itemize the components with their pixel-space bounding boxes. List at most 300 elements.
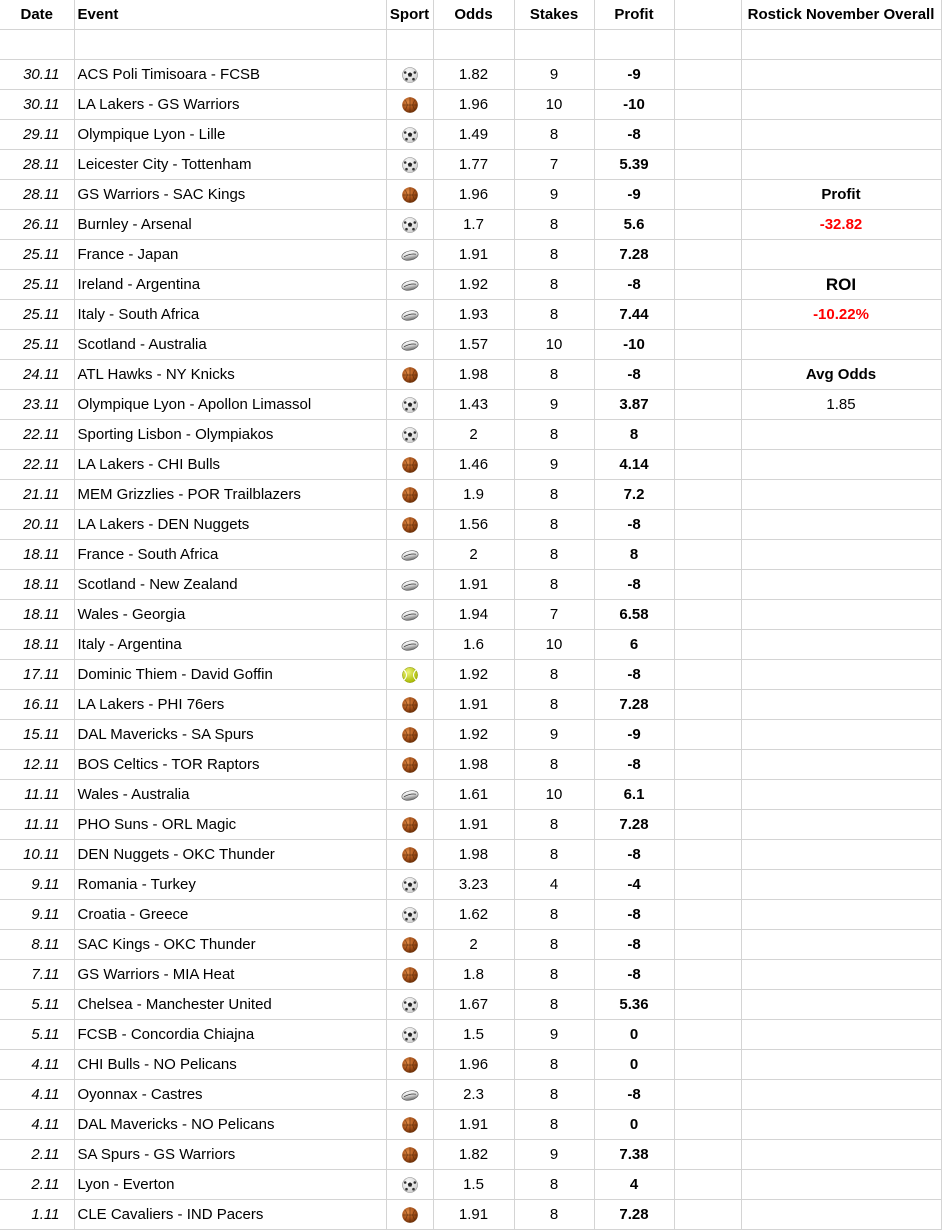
- event-cell[interactable]: France - South Africa: [74, 540, 386, 570]
- empty-cell[interactable]: [674, 840, 741, 870]
- odds-cell[interactable]: 1.94: [433, 600, 514, 630]
- odds-cell[interactable]: 1.92: [433, 660, 514, 690]
- profit-cell[interactable]: -8: [594, 510, 674, 540]
- empty-cell[interactable]: [433, 30, 514, 60]
- empty-cell[interactable]: [741, 480, 941, 510]
- stakes-cell[interactable]: 8: [514, 210, 594, 240]
- odds-cell[interactable]: 1.6: [433, 630, 514, 660]
- stakes-cell[interactable]: 8: [514, 360, 594, 390]
- profit-cell[interactable]: -8: [594, 840, 674, 870]
- empty-cell[interactable]: [674, 750, 741, 780]
- empty-cell[interactable]: [674, 1110, 741, 1140]
- odds-cell[interactable]: 1.92: [433, 720, 514, 750]
- profit-cell[interactable]: 7.44: [594, 300, 674, 330]
- empty-cell[interactable]: [741, 930, 941, 960]
- odds-cell[interactable]: 1.98: [433, 750, 514, 780]
- date-cell[interactable]: 30.11: [0, 90, 74, 120]
- profit-cell[interactable]: 0: [594, 1110, 674, 1140]
- profit-cell[interactable]: 4: [594, 1170, 674, 1200]
- empty-cell[interactable]: [741, 420, 941, 450]
- event-cell[interactable]: LA Lakers - GS Warriors: [74, 90, 386, 120]
- stakes-cell[interactable]: 10: [514, 330, 594, 360]
- event-cell[interactable]: CLE Cavaliers - IND Pacers: [74, 1200, 386, 1230]
- header-sport[interactable]: Sport: [386, 0, 433, 30]
- sport-cell[interactable]: [386, 870, 433, 900]
- sport-cell[interactable]: [386, 90, 433, 120]
- empty-cell[interactable]: [674, 1050, 741, 1080]
- empty-cell[interactable]: [741, 30, 941, 60]
- date-cell[interactable]: 23.11: [0, 390, 74, 420]
- profit-cell[interactable]: -8: [594, 570, 674, 600]
- date-cell[interactable]: 20.11: [0, 510, 74, 540]
- empty-cell[interactable]: [674, 690, 741, 720]
- profit-cell[interactable]: 6: [594, 630, 674, 660]
- profit-cell[interactable]: 7.28: [594, 1200, 674, 1230]
- sport-cell[interactable]: [386, 150, 433, 180]
- empty-cell[interactable]: [674, 720, 741, 750]
- empty-cell[interactable]: [674, 240, 741, 270]
- odds-cell[interactable]: 2.3: [433, 1080, 514, 1110]
- date-cell[interactable]: 30.11: [0, 60, 74, 90]
- empty-cell[interactable]: [386, 30, 433, 60]
- date-cell[interactable]: 11.11: [0, 780, 74, 810]
- profit-cell[interactable]: 0: [594, 1050, 674, 1080]
- event-cell[interactable]: BOS Celtics - TOR Raptors: [74, 750, 386, 780]
- date-cell[interactable]: 4.11: [0, 1110, 74, 1140]
- empty-cell[interactable]: [741, 810, 941, 840]
- empty-cell[interactable]: [674, 780, 741, 810]
- event-cell[interactable]: Scotland - New Zealand: [74, 570, 386, 600]
- odds-cell[interactable]: 1.57: [433, 330, 514, 360]
- event-cell[interactable]: GS Warriors - SAC Kings: [74, 180, 386, 210]
- odds-cell[interactable]: 1.7: [433, 210, 514, 240]
- stakes-cell[interactable]: 9: [514, 1020, 594, 1050]
- sport-cell[interactable]: [386, 690, 433, 720]
- date-cell[interactable]: 28.11: [0, 180, 74, 210]
- stakes-cell[interactable]: 8: [514, 900, 594, 930]
- empty-cell[interactable]: [741, 1170, 941, 1200]
- date-cell[interactable]: 22.11: [0, 420, 74, 450]
- empty-cell[interactable]: [674, 1020, 741, 1050]
- empty-cell[interactable]: [741, 150, 941, 180]
- sport-cell[interactable]: [386, 900, 433, 930]
- stakes-cell[interactable]: 9: [514, 180, 594, 210]
- panel-title[interactable]: Rostick November Overall: [741, 0, 941, 30]
- date-cell[interactable]: 5.11: [0, 1020, 74, 1050]
- event-cell[interactable]: Wales - Australia: [74, 780, 386, 810]
- empty-cell[interactable]: [674, 510, 741, 540]
- event-cell[interactable]: Chelsea - Manchester United: [74, 990, 386, 1020]
- sport-cell[interactable]: [386, 1200, 433, 1230]
- event-cell[interactable]: Leicester City - Tottenham: [74, 150, 386, 180]
- profit-cell[interactable]: 3.87: [594, 390, 674, 420]
- empty-cell[interactable]: [741, 690, 941, 720]
- stakes-cell[interactable]: 9: [514, 720, 594, 750]
- date-cell[interactable]: 18.11: [0, 570, 74, 600]
- profit-cell[interactable]: -8: [594, 120, 674, 150]
- empty-cell[interactable]: [741, 750, 941, 780]
- empty-cell[interactable]: [741, 870, 941, 900]
- sport-cell[interactable]: [386, 540, 433, 570]
- empty-cell[interactable]: [674, 900, 741, 930]
- odds-cell[interactable]: 1.91: [433, 690, 514, 720]
- empty-cell[interactable]: [741, 1020, 941, 1050]
- profit-cell[interactable]: 8: [594, 420, 674, 450]
- odds-cell[interactable]: 1.9: [433, 480, 514, 510]
- stakes-cell[interactable]: 8: [514, 750, 594, 780]
- date-cell[interactable]: 26.11: [0, 210, 74, 240]
- date-cell[interactable]: 16.11: [0, 690, 74, 720]
- stakes-cell[interactable]: 8: [514, 810, 594, 840]
- stakes-cell[interactable]: 8: [514, 1110, 594, 1140]
- odds-cell[interactable]: 1.43: [433, 390, 514, 420]
- empty-cell[interactable]: [674, 450, 741, 480]
- sport-cell[interactable]: [386, 780, 433, 810]
- header-profit[interactable]: Profit: [594, 0, 674, 30]
- profit-cell[interactable]: -10: [594, 90, 674, 120]
- odds-cell[interactable]: 1.8: [433, 960, 514, 990]
- profit-cell[interactable]: 4.14: [594, 450, 674, 480]
- odds-cell[interactable]: 1.62: [433, 900, 514, 930]
- event-cell[interactable]: Ireland - Argentina: [74, 270, 386, 300]
- odds-cell[interactable]: 1.91: [433, 810, 514, 840]
- empty-cell[interactable]: [674, 60, 741, 90]
- empty-cell[interactable]: [741, 600, 941, 630]
- date-cell[interactable]: 24.11: [0, 360, 74, 390]
- date-cell[interactable]: 22.11: [0, 450, 74, 480]
- empty-cell[interactable]: [674, 1080, 741, 1110]
- empty-cell[interactable]: [741, 90, 941, 120]
- profit-cell[interactable]: -8: [594, 930, 674, 960]
- profit-cell[interactable]: -8: [594, 1080, 674, 1110]
- sport-cell[interactable]: [386, 750, 433, 780]
- empty-cell[interactable]: [674, 810, 741, 840]
- odds-cell[interactable]: 1.92: [433, 270, 514, 300]
- empty-cell[interactable]: [741, 1110, 941, 1140]
- sport-cell[interactable]: [386, 1020, 433, 1050]
- stakes-cell[interactable]: 8: [514, 690, 594, 720]
- odds-cell[interactable]: 1.5: [433, 1020, 514, 1050]
- header-odds[interactable]: Odds: [433, 0, 514, 30]
- sport-cell[interactable]: [386, 600, 433, 630]
- stakes-cell[interactable]: 9: [514, 390, 594, 420]
- sport-cell[interactable]: [386, 420, 433, 450]
- empty-cell[interactable]: [674, 1200, 741, 1230]
- event-cell[interactable]: GS Warriors - MIA Heat: [74, 960, 386, 990]
- profit-cell[interactable]: 7.28: [594, 240, 674, 270]
- event-cell[interactable]: Sporting Lisbon - Olympiakos: [74, 420, 386, 450]
- profit-cell[interactable]: 7.38: [594, 1140, 674, 1170]
- event-cell[interactable]: Wales - Georgia: [74, 600, 386, 630]
- profit-cell[interactable]: -4: [594, 870, 674, 900]
- empty-cell[interactable]: [741, 720, 941, 750]
- odds-cell[interactable]: 1.96: [433, 90, 514, 120]
- event-cell[interactable]: Olympique Lyon - Lille: [74, 120, 386, 150]
- empty-cell[interactable]: [741, 240, 941, 270]
- profit-cell[interactable]: 5.39: [594, 150, 674, 180]
- odds-cell[interactable]: 1.96: [433, 1050, 514, 1080]
- date-cell[interactable]: 17.11: [0, 660, 74, 690]
- event-cell[interactable]: CHI Bulls - NO Pelicans: [74, 1050, 386, 1080]
- profit-cell[interactable]: -9: [594, 720, 674, 750]
- sport-cell[interactable]: [386, 360, 433, 390]
- empty-cell[interactable]: [674, 180, 741, 210]
- empty-cell[interactable]: [741, 1200, 941, 1230]
- stakes-cell[interactable]: 9: [514, 1140, 594, 1170]
- odds-cell[interactable]: 1.82: [433, 1140, 514, 1170]
- empty-cell[interactable]: [74, 30, 386, 60]
- date-cell[interactable]: 12.11: [0, 750, 74, 780]
- date-cell[interactable]: 10.11: [0, 840, 74, 870]
- date-cell[interactable]: 18.11: [0, 540, 74, 570]
- stakes-cell[interactable]: 8: [514, 1050, 594, 1080]
- stakes-cell[interactable]: 10: [514, 630, 594, 660]
- stakes-cell[interactable]: 8: [514, 540, 594, 570]
- empty-cell[interactable]: [741, 1140, 941, 1170]
- date-cell[interactable]: 9.11: [0, 870, 74, 900]
- profit-cell[interactable]: -8: [594, 360, 674, 390]
- empty-cell[interactable]: [741, 120, 941, 150]
- event-cell[interactable]: Dominic Thiem - David Goffin: [74, 660, 386, 690]
- summary-cell[interactable]: [741, 270, 941, 300]
- date-cell[interactable]: 9.11: [0, 900, 74, 930]
- profit-cell[interactable]: 8: [594, 540, 674, 570]
- empty-cell[interactable]: [741, 60, 941, 90]
- sport-cell[interactable]: [386, 660, 433, 690]
- event-cell[interactable]: LA Lakers - DEN Nuggets: [74, 510, 386, 540]
- empty-cell[interactable]: [0, 30, 74, 60]
- date-cell[interactable]: 11.11: [0, 810, 74, 840]
- summary-cell[interactable]: [741, 390, 941, 420]
- sport-cell[interactable]: [386, 60, 433, 90]
- stakes-cell[interactable]: 8: [514, 840, 594, 870]
- empty-cell[interactable]: [674, 120, 741, 150]
- odds-cell[interactable]: 1.91: [433, 1200, 514, 1230]
- profit-cell[interactable]: 6.1: [594, 780, 674, 810]
- stakes-cell[interactable]: 9: [514, 450, 594, 480]
- empty-cell[interactable]: [674, 360, 741, 390]
- stakes-cell[interactable]: 8: [514, 930, 594, 960]
- empty-cell[interactable]: [741, 510, 941, 540]
- empty-cell[interactable]: [674, 630, 741, 660]
- header-stakes[interactable]: Stakes: [514, 0, 594, 30]
- profit-cell[interactable]: -8: [594, 900, 674, 930]
- empty-cell[interactable]: [741, 450, 941, 480]
- odds-cell[interactable]: 1.96: [433, 180, 514, 210]
- empty-cell[interactable]: [594, 30, 674, 60]
- event-cell[interactable]: SAC Kings - OKC Thunder: [74, 930, 386, 960]
- empty-cell[interactable]: [674, 480, 741, 510]
- empty-cell[interactable]: [674, 990, 741, 1020]
- odds-cell[interactable]: 1.91: [433, 570, 514, 600]
- odds-cell[interactable]: 1.82: [433, 60, 514, 90]
- stakes-cell[interactable]: 8: [514, 960, 594, 990]
- stakes-cell[interactable]: 7: [514, 150, 594, 180]
- odds-cell[interactable]: 1.61: [433, 780, 514, 810]
- odds-cell[interactable]: 1.5: [433, 1170, 514, 1200]
- sport-cell[interactable]: [386, 1080, 433, 1110]
- odds-cell[interactable]: 1.67: [433, 990, 514, 1020]
- stakes-cell[interactable]: 9: [514, 60, 594, 90]
- stakes-cell[interactable]: 4: [514, 870, 594, 900]
- date-cell[interactable]: 1.11: [0, 1200, 74, 1230]
- empty-cell[interactable]: [741, 570, 941, 600]
- date-cell[interactable]: 28.11: [0, 150, 74, 180]
- empty-cell[interactable]: [674, 300, 741, 330]
- event-cell[interactable]: DAL Mavericks - NO Pelicans: [74, 1110, 386, 1140]
- sport-cell[interactable]: [386, 1110, 433, 1140]
- event-cell[interactable]: FCSB - Concordia Chiajna: [74, 1020, 386, 1050]
- date-cell[interactable]: 25.11: [0, 270, 74, 300]
- event-cell[interactable]: PHO Suns - ORL Magic: [74, 810, 386, 840]
- stakes-cell[interactable]: 8: [514, 120, 594, 150]
- odds-cell[interactable]: 1.98: [433, 840, 514, 870]
- profit-cell[interactable]: -8: [594, 750, 674, 780]
- profit-cell[interactable]: -10: [594, 330, 674, 360]
- empty-cell[interactable]: [674, 150, 741, 180]
- profit-cell[interactable]: 7.28: [594, 810, 674, 840]
- header-event[interactable]: Event: [74, 0, 386, 30]
- sport-cell[interactable]: [386, 450, 433, 480]
- event-cell[interactable]: Burnley - Arsenal: [74, 210, 386, 240]
- sport-cell[interactable]: [386, 390, 433, 420]
- sport-cell[interactable]: [386, 990, 433, 1020]
- event-cell[interactable]: LA Lakers - PHI 76ers: [74, 690, 386, 720]
- sport-cell[interactable]: [386, 510, 433, 540]
- sport-cell[interactable]: [386, 1140, 433, 1170]
- profit-cell[interactable]: 5.6: [594, 210, 674, 240]
- date-cell[interactable]: 25.11: [0, 300, 74, 330]
- stakes-cell[interactable]: 8: [514, 270, 594, 300]
- empty-cell[interactable]: [674, 930, 741, 960]
- stakes-cell[interactable]: 8: [514, 1200, 594, 1230]
- empty-cell[interactable]: [741, 540, 941, 570]
- odds-cell[interactable]: 3.23: [433, 870, 514, 900]
- profit-cell[interactable]: -8: [594, 960, 674, 990]
- profit-cell[interactable]: 6.58: [594, 600, 674, 630]
- stakes-cell[interactable]: 8: [514, 420, 594, 450]
- sport-cell[interactable]: [386, 960, 433, 990]
- stakes-cell[interactable]: 10: [514, 90, 594, 120]
- date-cell[interactable]: 4.11: [0, 1080, 74, 1110]
- event-cell[interactable]: MEM Grizzlies - POR Trailblazers: [74, 480, 386, 510]
- empty-cell[interactable]: [741, 1050, 941, 1080]
- sport-cell[interactable]: [386, 480, 433, 510]
- empty-cell[interactable]: [674, 660, 741, 690]
- sport-cell[interactable]: [386, 120, 433, 150]
- stakes-cell[interactable]: 8: [514, 510, 594, 540]
- event-cell[interactable]: Italy - South Africa: [74, 300, 386, 330]
- summary-cell[interactable]: [741, 210, 941, 240]
- event-cell[interactable]: Italy - Argentina: [74, 630, 386, 660]
- stakes-cell[interactable]: 8: [514, 990, 594, 1020]
- profit-cell[interactable]: -9: [594, 180, 674, 210]
- empty-cell[interactable]: [741, 1080, 941, 1110]
- event-cell[interactable]: Scotland - Australia: [74, 330, 386, 360]
- event-cell[interactable]: LA Lakers - CHI Bulls: [74, 450, 386, 480]
- odds-cell[interactable]: 1.77: [433, 150, 514, 180]
- empty-cell[interactable]: [741, 630, 941, 660]
- empty-cell[interactable]: [514, 30, 594, 60]
- event-cell[interactable]: DEN Nuggets - OKC Thunder: [74, 840, 386, 870]
- empty-cell[interactable]: [674, 540, 741, 570]
- empty-cell[interactable]: [674, 570, 741, 600]
- event-cell[interactable]: Croatia - Greece: [74, 900, 386, 930]
- date-cell[interactable]: 29.11: [0, 120, 74, 150]
- empty-cell[interactable]: [674, 1170, 741, 1200]
- empty-cell[interactable]: [674, 420, 741, 450]
- profit-cell[interactable]: 7.2: [594, 480, 674, 510]
- event-cell[interactable]: DAL Mavericks - SA Spurs: [74, 720, 386, 750]
- odds-cell[interactable]: 1.91: [433, 240, 514, 270]
- empty-cell[interactable]: [741, 660, 941, 690]
- sport-cell[interactable]: [386, 840, 433, 870]
- empty-cell[interactable]: [674, 330, 741, 360]
- sport-cell[interactable]: [386, 1170, 433, 1200]
- event-cell[interactable]: SA Spurs - GS Warriors: [74, 1140, 386, 1170]
- event-cell[interactable]: Romania - Turkey: [74, 870, 386, 900]
- sport-cell[interactable]: [386, 330, 433, 360]
- event-cell[interactable]: ATL Hawks - NY Knicks: [74, 360, 386, 390]
- date-cell[interactable]: 7.11: [0, 960, 74, 990]
- date-cell[interactable]: 2.11: [0, 1170, 74, 1200]
- event-cell[interactable]: Oyonnax - Castres: [74, 1080, 386, 1110]
- sport-cell[interactable]: [386, 720, 433, 750]
- stakes-cell[interactable]: 8: [514, 1170, 594, 1200]
- date-cell[interactable]: 18.11: [0, 630, 74, 660]
- empty-cell[interactable]: [741, 900, 941, 930]
- sport-cell[interactable]: [386, 930, 433, 960]
- event-cell[interactable]: Lyon - Everton: [74, 1170, 386, 1200]
- empty-cell[interactable]: [741, 990, 941, 1020]
- sport-cell[interactable]: [386, 210, 433, 240]
- date-cell[interactable]: 5.11: [0, 990, 74, 1020]
- stakes-cell[interactable]: 7: [514, 600, 594, 630]
- odds-cell[interactable]: 1.98: [433, 360, 514, 390]
- odds-cell[interactable]: 2: [433, 930, 514, 960]
- odds-cell[interactable]: 1.46: [433, 450, 514, 480]
- sport-cell[interactable]: [386, 180, 433, 210]
- empty-cell[interactable]: [674, 0, 741, 30]
- sport-cell[interactable]: [386, 300, 433, 330]
- date-cell[interactable]: 18.11: [0, 600, 74, 630]
- odds-cell[interactable]: 1.91: [433, 1110, 514, 1140]
- empty-cell[interactable]: [741, 840, 941, 870]
- sport-cell[interactable]: [386, 240, 433, 270]
- profit-cell[interactable]: 7.28: [594, 690, 674, 720]
- date-cell[interactable]: 25.11: [0, 240, 74, 270]
- date-cell[interactable]: 8.11: [0, 930, 74, 960]
- profit-cell[interactable]: -8: [594, 270, 674, 300]
- empty-cell[interactable]: [674, 210, 741, 240]
- sport-cell[interactable]: [386, 1050, 433, 1080]
- header-date[interactable]: Date: [0, 0, 74, 30]
- empty-cell[interactable]: [674, 270, 741, 300]
- sport-cell[interactable]: [386, 570, 433, 600]
- odds-cell[interactable]: 2: [433, 540, 514, 570]
- odds-cell[interactable]: 2: [433, 420, 514, 450]
- summary-cell[interactable]: [741, 300, 941, 330]
- sport-cell[interactable]: [386, 810, 433, 840]
- empty-cell[interactable]: [674, 1140, 741, 1170]
- stakes-cell[interactable]: 8: [514, 300, 594, 330]
- stakes-cell[interactable]: 8: [514, 1080, 594, 1110]
- odds-cell[interactable]: 1.49: [433, 120, 514, 150]
- sport-cell[interactable]: [386, 270, 433, 300]
- profit-cell[interactable]: -8: [594, 660, 674, 690]
- empty-cell[interactable]: [674, 870, 741, 900]
- empty-cell[interactable]: [741, 960, 941, 990]
